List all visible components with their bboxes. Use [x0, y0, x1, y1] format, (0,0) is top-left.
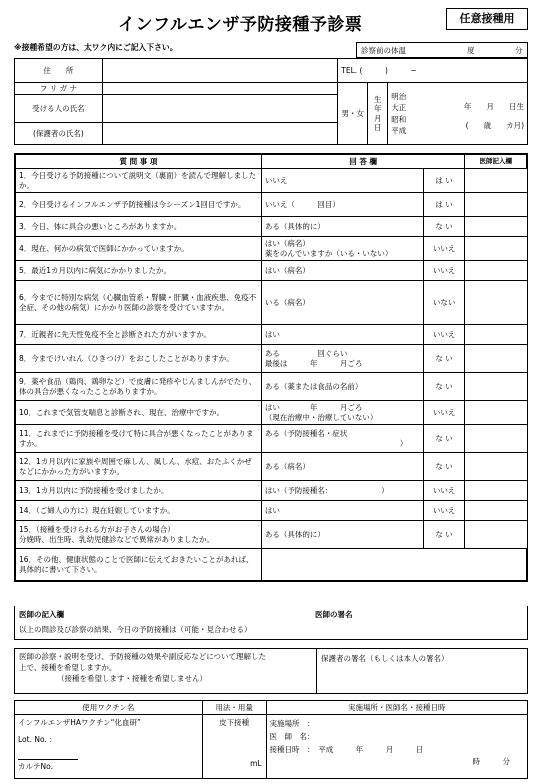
- doctor-note-cell[interactable]: [465, 453, 527, 481]
- question-row: [16, 481, 527, 501]
- dose-column-header: 用法・用量: [202, 701, 266, 715]
- route-text: 皮下接種: [219, 718, 250, 727]
- doctor-note-cell[interactable]: [465, 281, 527, 325]
- date-field[interactable]: [270, 744, 524, 757]
- question-text: 3．今日、体に具合の悪いところがありますか。: [16, 217, 262, 237]
- recipient-name-field[interactable]: [102, 95, 337, 123]
- doctor-signature-label: 医師の署名: [315, 610, 353, 619]
- answer-option-1[interactable]: はい（病名） 薬をのんでいますか（いる・いない）: [261, 237, 423, 261]
- answer-option-1[interactable]: ある（予防接種名・症状 ）: [261, 425, 423, 453]
- temperature-minute-unit: 分: [515, 46, 523, 55]
- guardian-name-field[interactable]: [102, 123, 337, 145]
- question-row: [16, 501, 527, 521]
- question-column-header: 質 問 事 項: [16, 155, 262, 169]
- answer-option-2[interactable]: な い: [423, 217, 465, 237]
- doctor-note-cell[interactable]: [465, 193, 527, 217]
- question-row: [16, 281, 527, 325]
- answer-option-2[interactable]: は い: [423, 169, 465, 193]
- question-text: 13．1カ月以内に予防接種を受けましたか。: [16, 481, 262, 501]
- address-label: 住 所: [15, 59, 103, 83]
- chart-number-field[interactable]: カルテNo.: [18, 759, 78, 771]
- doctor-column-header: 医師記入欄: [465, 155, 527, 169]
- consent-line-2: 上で、接種を希望しますか。: [19, 662, 117, 672]
- answer-option-1[interactable]: ある（薬または食品の名前）: [261, 373, 423, 401]
- question-row: [16, 193, 527, 217]
- question-text: 11．これまでに予防接種を受けて特に具合が悪くなったことがありますか。: [16, 425, 262, 453]
- birthdate-format: 年 月 日生: [464, 102, 524, 112]
- address-field[interactable]: [102, 59, 337, 83]
- doctor-note-cell[interactable]: [465, 425, 527, 453]
- answer-option-2[interactable]: いいえ: [423, 481, 465, 501]
- age-format: ( 歳 カ月): [465, 121, 524, 131]
- furigana-label: フ リ ガ ナ: [15, 83, 103, 95]
- answer-option-1[interactable]: ある（具体的に）: [261, 521, 423, 549]
- era-meiji[interactable]: 明治: [391, 92, 407, 102]
- answer-option-2[interactable]: な い: [423, 373, 465, 401]
- answer-option-2[interactable]: いない: [423, 281, 465, 325]
- consent-line-1: 医師の診察・説明を受け、予防接種の効果や副反応などについて理解した: [19, 652, 267, 661]
- question-text: 4．現在、何かの病気で医師にかかっていますか。: [16, 237, 262, 261]
- answer-option-1[interactable]: いいえ: [261, 169, 423, 193]
- vaccine-table: [14, 700, 528, 779]
- recipient-name-label: 受ける人の氏名: [15, 95, 103, 123]
- question-text: 8．今までけいれん（ひきつけ）をおこしたことがありますか。: [16, 345, 262, 373]
- doctor-note-cell[interactable]: [465, 481, 527, 501]
- doctor-note-cell[interactable]: [465, 401, 527, 425]
- temperature-box[interactable]: [356, 42, 528, 58]
- temperature-label: 診察前の体温: [361, 46, 406, 55]
- consent-box: [14, 648, 528, 694]
- question-row: [16, 261, 527, 281]
- person-info-table: [14, 58, 528, 145]
- birth-label: 生年月日: [368, 83, 388, 145]
- place-column-header: 実施場所・医師名・接種日時: [266, 701, 527, 715]
- question-text: 7．近親者に先天性免疫不全と診断された方がいますか。: [16, 325, 262, 345]
- question-text: 9．薬や食品（鶏肉、鶏卵など）で皮膚に発疹やじんましんがでたり、体の具合が悪くなったことがありますか。: [16, 373, 262, 401]
- question-text: 2．今日受けるインフルエンザ予防接種は今シーズン1回目ですか。: [16, 193, 262, 217]
- date-format: 平成 年 月 日: [318, 744, 424, 754]
- guardian-signature-label[interactable]: 保護者の署名（もしくは本人の署名）: [321, 654, 449, 663]
- doctor-notes: [14, 606, 528, 640]
- date-label: 接種日時 ：: [269, 744, 311, 754]
- doctor-note-cell[interactable]: [465, 217, 527, 237]
- answer-option-1[interactable]: ある（具体的に）: [261, 217, 423, 237]
- birthdate-field[interactable]: [388, 83, 528, 145]
- tel-field[interactable]: TEL. ( ) −: [338, 59, 528, 83]
- question-row: [16, 325, 527, 345]
- answer-option-1[interactable]: はい: [261, 325, 423, 345]
- doctor-note-cell[interactable]: [465, 501, 527, 521]
- consent-statement: [15, 649, 317, 693]
- question-text: 14．（ご婦人の方に）現在妊娠していますか。: [16, 501, 262, 521]
- answer-option-1[interactable]: ある 回ぐらい 最後は 年 月ごろ: [261, 345, 423, 373]
- answer-option-1[interactable]: はい 年 月ごろ （現在治療中・治療していない）: [261, 401, 423, 425]
- answer-option-2[interactable]: な い: [423, 521, 465, 549]
- furigana-field[interactable]: [102, 83, 337, 95]
- place-field[interactable]: 実施場所 ：: [269, 719, 315, 728]
- consent-choice[interactable]: （接種を希望します・接種を希望しません）: [57, 673, 207, 683]
- question-text: 5．最近1カ月以内に病気にかかりましたか。: [16, 261, 262, 281]
- question-row: [16, 425, 527, 453]
- answer-option-1[interactable]: はい: [261, 501, 423, 521]
- doctor-note-cell[interactable]: [465, 373, 527, 401]
- era-taisho[interactable]: 大正: [391, 103, 407, 113]
- doctor-note-cell[interactable]: [465, 521, 527, 549]
- vaccine-name: インフルエンザHAワクチン“化血研”: [18, 718, 141, 727]
- vaccine-column-header: 使用ワクチン名: [15, 701, 203, 715]
- doctor-result-text[interactable]: 以上の問診及び診察の結果、今日の予防接種は（可能・見合わせる）: [19, 625, 252, 634]
- answer-option-1[interactable]: はい（病名）: [261, 261, 423, 281]
- answer-option-1[interactable]: ある（病名）: [261, 453, 423, 481]
- answer-option-2[interactable]: いいえ: [423, 401, 465, 425]
- question-16: 16．その他、健康状態のことで医師に伝えておきたいことがあれば、具体的に書いて下さい。: [16, 549, 262, 581]
- answer-option-2[interactable]: いいえ: [423, 501, 465, 521]
- answer-option-2[interactable]: な い: [423, 425, 465, 453]
- question-text: 12．1カ月以内に家族や周囲で麻しん、風しん、水痘、おたふくかぜなどにかかった方がいますか。: [16, 453, 262, 481]
- answer-option-2[interactable]: いいえ: [423, 261, 465, 281]
- question-row: [16, 169, 527, 193]
- question-text: 15．（接種を受けられる方がお子さんの場合） 分娩時、出生時、乳幼児健診などで異常がありましたか。: [16, 521, 262, 549]
- question-text: 6．今までに特別な病気（心臓血管系・腎臓・肝臓・血液疾患、免疫不全症、その他の病気）にかかり医師の診察を受けていますか。: [16, 281, 262, 325]
- answer-column-header: 回 答 欄: [261, 155, 465, 169]
- doctor-note-cell[interactable]: [465, 325, 527, 345]
- answer-option-2[interactable]: は い: [423, 193, 465, 217]
- answer-option-2[interactable]: な い: [423, 453, 465, 481]
- question-text: 1．今日受ける予防接種について説明文（裏面）を読んで理解しましたか。: [16, 169, 262, 193]
- lot-number-field[interactable]: Lot. No. ：: [18, 735, 57, 745]
- gender-field[interactable]: 男・女: [338, 83, 368, 145]
- question-row: [16, 345, 527, 373]
- question-row: [16, 237, 527, 261]
- question-row: [16, 521, 527, 549]
- time-format: 時 分: [472, 757, 510, 767]
- question-row: [16, 217, 527, 237]
- questionnaire: [14, 153, 528, 582]
- notice-text: ※接種希望の方は、太ワク内にご記入下さい。: [14, 43, 178, 52]
- question-row: [16, 401, 527, 425]
- answer-option-1[interactable]: いいえ（ 回目）: [261, 193, 423, 217]
- answer-option-1[interactable]: いる（病名）: [261, 281, 423, 325]
- doctor-name-field[interactable]: 医 師 名：: [269, 731, 315, 741]
- dose-unit: mL: [250, 758, 262, 768]
- voluntary-badge: 任意接種用: [446, 8, 528, 30]
- guardian-name-label: (保護者の氏名): [15, 123, 103, 145]
- era-heisei[interactable]: 平成: [391, 125, 407, 135]
- question-row: [16, 373, 527, 401]
- doctor-note-cell[interactable]: [465, 261, 527, 281]
- answer-option-2[interactable]: いいえ: [423, 325, 465, 345]
- era-showa[interactable]: 昭和: [391, 114, 407, 124]
- temperature-degree-unit: 度: [467, 46, 475, 55]
- question-16-answer[interactable]: [261, 549, 526, 581]
- question-row: [16, 453, 527, 481]
- doctor-note-cell[interactable]: [465, 345, 527, 373]
- doctor-note-cell[interactable]: [465, 237, 527, 261]
- question-text: 10．これまで気管支喘息と診断され、現在、治療中ですか。: [16, 401, 262, 425]
- page-title: インフルエンザ予防接種予診票: [118, 15, 363, 35]
- answer-option-1[interactable]: はい（予防接種名： ）: [261, 481, 423, 501]
- answer-option-2[interactable]: いいえ: [423, 237, 465, 261]
- answer-option-2[interactable]: な い: [423, 345, 465, 373]
- doctor-notes-label: 医師の記入欄: [19, 610, 64, 619]
- doctor-note-cell[interactable]: [465, 169, 527, 193]
